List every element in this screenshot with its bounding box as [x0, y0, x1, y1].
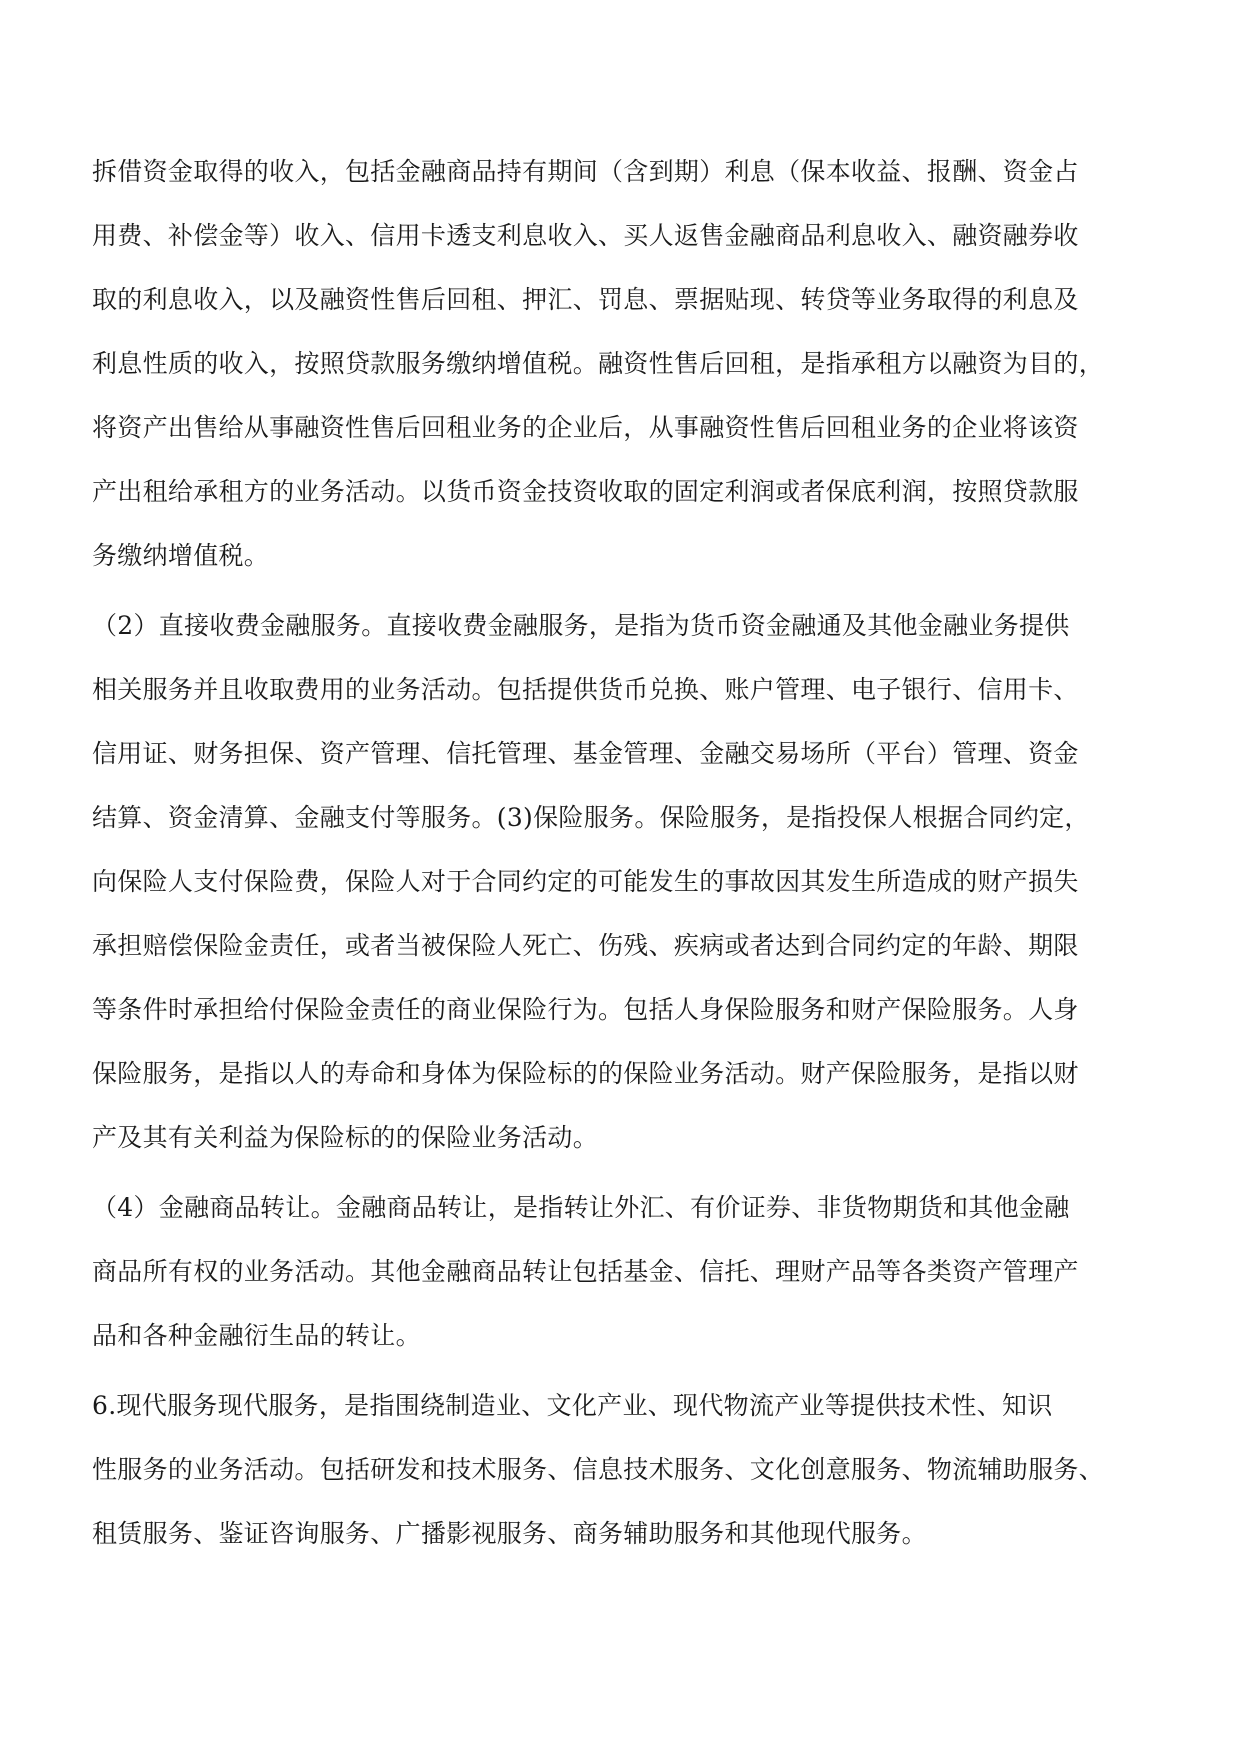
text-line: 向保险人支付保险费，保险人对于合同约定的可能发生的事故因其发生所造成的财产损失: [92, 867, 1079, 896]
text-line: 产出租给承租方的业务活动。以货币资金技资收取的固定利润或者保底利润，按照贷款服: [92, 477, 1079, 506]
text-line: 取的利息收入，以及融资性售后回租、押汇、罚息、票据贴现、转贷等业务取得的利息及: [92, 285, 1079, 314]
text-line: 商品所有权的业务活动。其他金融商品转让包括基金、信托、理财产品等各类资产管理产: [92, 1257, 1079, 1286]
text-line: 相关服务并且收取费用的业务活动。包括提供货币兑换、账户管理、电子银行、信用卡、: [92, 675, 1079, 704]
text-line: 租赁服务、鉴证咨询服务、广播影视服务、商务辅助服务和其他现代服务。: [92, 1519, 927, 1548]
text-line: 品和各种金融衍生品的转让。: [92, 1321, 421, 1350]
text-line: 利息性质的收入，按照贷款服务缴纳增值税。融资性售后回租，是指承租方以融资为目的，: [92, 349, 1105, 378]
text-line: 将资产出售给从事融资性售后回租业务的企业后，从事融资性售后回租业务的企业将该资: [92, 413, 1079, 442]
text-line: 用费、补偿金等）收入、信用卡透支利息收入、买人返售金融商品利息收入、融资融券收: [92, 221, 1079, 250]
text-line: 6.现代服务现代服务，是指围绕制造业、文化产业、现代物流产业等提供技术性、知识: [92, 1391, 1053, 1420]
text-line: （4）金融商品转让。金融商品转让，是指转让外汇、有价证券、非货物期货和其他金融: [92, 1193, 1070, 1222]
body-text: [92, 154, 1162, 1580]
text-line: （2）直接收费金融服务。直接收费金融服务，是指为货币资金融通及其他金融业务提供: [92, 611, 1070, 640]
text-line: 性服务的业务活动。包括研发和技术服务、信息技术服务、文化创意服务、物流辅助服务、: [92, 1455, 1105, 1484]
text-line: 承担赔偿保险金责任，或者当被保险人死亡、伤残、疾病或者达到合同约定的年龄、期限: [92, 931, 1079, 960]
text-line: 产及其有关利益为保险标的的保险业务活动。: [92, 1123, 599, 1152]
text-line: 务缴纳增值税。: [92, 541, 270, 570]
text-line: 保险服务，是指以人的寿命和身体为保险标的的保险业务活动。财产保险服务，是指以财: [92, 1059, 1079, 1088]
text-line: 拆借资金取得的收入，包括金融商品持有期间（含到期）利息（保本收益、报酬、资金占: [92, 157, 1079, 186]
text-line: 信用证、财务担保、资产管理、信托管理、基金管理、金融交易场所（平台）管理、资金: [92, 739, 1079, 768]
text-line: 结算、资金清算、金融支付等服务。(3)保险服务。保险服务，是指投保人根据合同约定，: [92, 803, 1090, 832]
text-line: 等条件时承担给付保险金责任的商业保险行为。包括人身保险服务和财产保险服务。人身: [92, 995, 1079, 1024]
